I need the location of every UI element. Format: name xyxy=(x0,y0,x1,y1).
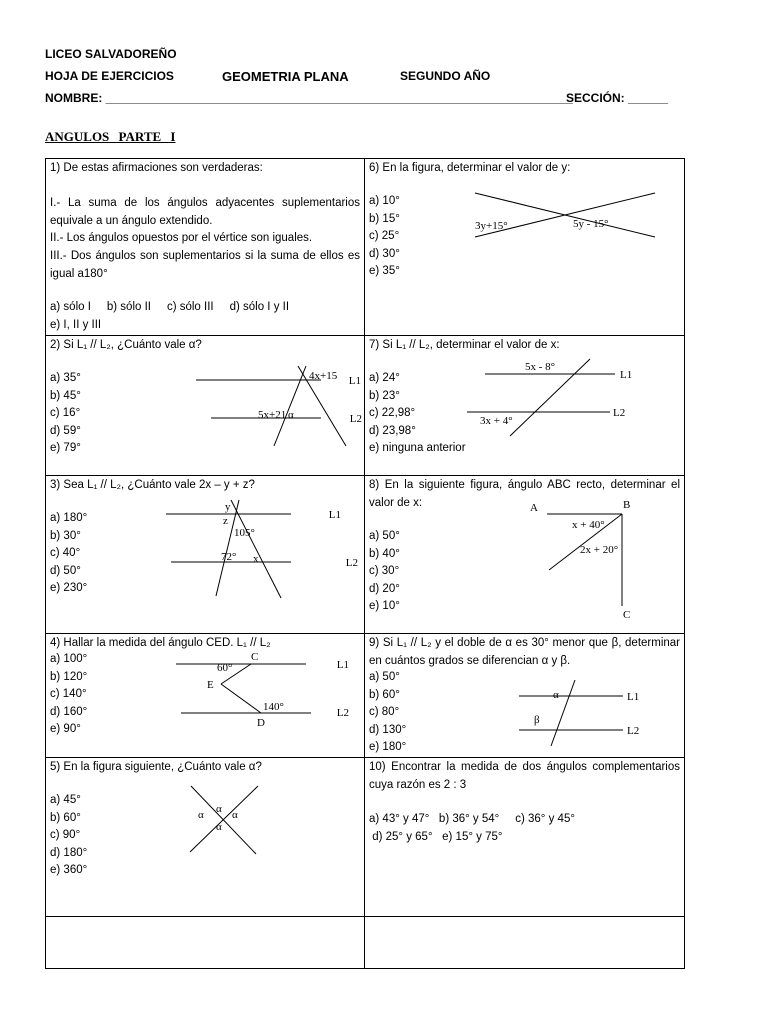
q7-bottom-angle: 3x + 4° xyxy=(480,415,513,427)
q2-option: c) 16° xyxy=(50,407,81,419)
q6-option: d) 30° xyxy=(369,247,400,260)
q9-option: d) 130° xyxy=(369,723,407,736)
q7-options xyxy=(369,370,466,458)
q4-option: b) 120° xyxy=(50,670,88,683)
q9-option: e) 180° xyxy=(369,741,407,753)
q1-options-line1: a) sólo I b) sólo II c) sólo III d) sólo I y II xyxy=(50,301,290,313)
q9-figure xyxy=(513,678,663,748)
q1-statement-3: III.- Dos ángulos son suplementarios si la suma de ellos es igual a180° xyxy=(50,250,360,280)
q3-option: e) 230° xyxy=(50,582,88,594)
question-3 xyxy=(46,476,365,634)
q3-option: a) 180° xyxy=(50,512,88,524)
q4-option: a) 100° xyxy=(50,653,88,665)
school-name: LICEO SALVADOREÑO xyxy=(45,47,177,61)
q4-figure xyxy=(171,650,351,736)
q8-upper-angle: x + 40° xyxy=(572,519,605,531)
q3-prompt: 3) Sea L₁ // L₂, ¿Cuánto vale 2x – y + z? xyxy=(50,479,255,491)
q4-option: c) 140° xyxy=(50,688,87,700)
q2-bottom-angle: 5x+21 xyxy=(258,409,287,421)
question-9 xyxy=(365,634,685,758)
q6-option: e) 35° xyxy=(369,265,400,277)
q7-option: b) 23° xyxy=(369,389,400,402)
q3-105-label: 105° xyxy=(234,527,255,539)
q7-l2-label: L2 xyxy=(613,407,626,419)
q1-statement-2: II.- Los ángulos opuestos por el vértice son iguales. xyxy=(50,232,313,244)
q7-option: c) 22,98° xyxy=(369,407,416,419)
q4-60-label: 60° xyxy=(217,662,233,674)
q2-option: a) 35° xyxy=(50,372,81,384)
question-10 xyxy=(365,758,685,917)
q2-figure xyxy=(186,358,364,450)
question-4 xyxy=(46,634,365,758)
q9-options xyxy=(369,669,406,757)
q1-options-line2: e) I, II y III xyxy=(50,319,102,331)
q8-option: e) 10° xyxy=(369,600,400,612)
q5-alpha: α xyxy=(198,809,204,821)
q6-options xyxy=(369,193,400,281)
q8-c-label: C xyxy=(623,609,631,621)
q2-option: e) 79° xyxy=(50,442,81,454)
q1-statement-1: I.- La suma de los ángulos adyacentes suplementarios equivale a un ángulo extendido. xyxy=(50,197,360,227)
q3-y-label: y xyxy=(225,501,231,513)
empty-cell-left xyxy=(46,917,365,969)
q7-option: e) ninguna anterior xyxy=(369,442,466,454)
q2-l1-label: L1 xyxy=(348,375,361,387)
q3-transversal xyxy=(231,500,281,598)
q10-options-line1: a) 43° y 47° b) 36° y 54° c) 36° y 45° xyxy=(369,813,575,825)
q4-options xyxy=(50,651,87,739)
q4-ray-ed xyxy=(221,684,261,713)
q8-option: d) 20° xyxy=(369,582,400,595)
q2-option: d) 59° xyxy=(50,424,81,437)
q6-option: b) 15° xyxy=(369,212,400,225)
q5-options xyxy=(50,792,87,880)
q8-option: b) 40° xyxy=(369,547,400,560)
name-field: NOMBRE: ______________________________________________________________________ xyxy=(45,91,573,105)
subject-title: GEOMETRIA PLANA xyxy=(222,69,349,84)
q9-prompt: 9) Si L₁ // L₂ y el doble de α es 30° menor que β, determinar en cuántos grados se diferencian α y β. xyxy=(369,637,680,667)
q7-top-angle: 5x - 8° xyxy=(525,361,556,373)
q8-option: a) 50° xyxy=(369,530,400,542)
q8-options xyxy=(369,528,400,616)
q1-prompt: 1) De estas afirmaciones son verdaderas: xyxy=(50,162,263,174)
q6-option: a) 10° xyxy=(369,195,400,207)
q3-option: d) 50° xyxy=(50,564,81,577)
sheet-title: HOJA DE EJERCICIOS xyxy=(45,69,174,83)
q7-option: d) 23,98° xyxy=(369,424,416,437)
q4-option: d) 160° xyxy=(50,705,88,718)
q9-option: a) 50° xyxy=(369,671,400,683)
q2-transversal xyxy=(274,366,306,446)
q5-prompt: 5) En la figura siguiente, ¿Cuánto vale α? xyxy=(50,761,262,773)
q8-prompt: 8) En la siguiente figura, ángulo ABC recto, determinar el valor de x: xyxy=(369,479,680,509)
q3-l1-label: L1 xyxy=(328,509,341,521)
q9-beta: β xyxy=(534,714,540,726)
q3-z-label: z xyxy=(223,515,228,527)
q7-option: a) 24° xyxy=(369,372,400,384)
q3-l2-label: L2 xyxy=(345,557,358,569)
q4-l1-label: L1 xyxy=(336,659,349,671)
topic-title: ANGULOS PARTE I xyxy=(45,129,176,144)
q6-right-angle: 5y - 15° xyxy=(573,218,609,230)
q8-b-label: B xyxy=(623,500,631,511)
question-6 xyxy=(365,159,685,336)
q5-option: a) 45° xyxy=(50,794,81,806)
q5-option: b) 60° xyxy=(50,811,81,824)
q3-options xyxy=(50,510,87,598)
q3-x-label: x xyxy=(253,553,259,565)
q2-prompt: 2) Si L₁ // L₂, ¿Cuánto vale α? xyxy=(50,339,202,351)
q8-a-label: A xyxy=(530,502,538,514)
q9-option: b) 60° xyxy=(369,688,400,701)
q3-figure xyxy=(161,498,361,608)
q5-option: e) 360° xyxy=(50,864,88,876)
q2-option: b) 45° xyxy=(50,389,81,402)
q2-top-angle: 4x+15 xyxy=(309,370,338,382)
q9-alpha: α xyxy=(553,689,559,701)
q3-72-label: 72° xyxy=(221,551,237,563)
q2-options xyxy=(50,370,81,458)
q7-prompt: 7) Si L₁ // L₂, determinar el valor de x: xyxy=(369,339,560,351)
q10-prompt: 10) Encontrar la medida de dos ángulos complementarios cuya razón es 2 : 3 xyxy=(369,761,680,791)
q7-l1-label: L1 xyxy=(620,369,633,381)
q8-option: c) 30° xyxy=(369,565,400,577)
q3-option: c) 40° xyxy=(50,547,81,559)
question-1 xyxy=(46,159,365,336)
q8-figure xyxy=(525,500,675,622)
q4-option: e) 90° xyxy=(50,723,81,735)
exercise-grid xyxy=(45,158,685,969)
q7-figure xyxy=(465,356,665,442)
q5-option: d) 180° xyxy=(50,846,88,859)
q6-left-angle: 3y+15° xyxy=(475,220,508,232)
q9-l1-label: L1 xyxy=(627,691,640,703)
q2-alpha: α xyxy=(288,409,294,421)
q6-option: c) 25° xyxy=(369,230,400,242)
q5-alpha: α xyxy=(216,803,222,815)
question-5 xyxy=(46,758,365,917)
grade-label: SEGUNDO AÑO xyxy=(400,69,491,83)
q4-d-label: D xyxy=(257,717,265,729)
q4-140-label: 140° xyxy=(263,701,284,713)
q8-lower-angle: 2x + 20° xyxy=(580,544,619,556)
question-8 xyxy=(365,476,685,634)
question-7 xyxy=(365,336,685,476)
q9-l2-label: L2 xyxy=(627,725,640,737)
q4-prompt: 4) Hallar la medida del ángulo CED. L₁ // L₂ xyxy=(50,637,271,649)
q4-e-label: E xyxy=(207,679,214,691)
q6-figure xyxy=(465,185,665,245)
q3-option: b) 30° xyxy=(50,529,81,542)
q5-option: c) 90° xyxy=(50,829,81,841)
q6-prompt: 6) En la figura, determinar el valor de y: xyxy=(369,162,571,174)
q4-c-label: C xyxy=(251,651,259,663)
q9-option: c) 80° xyxy=(369,706,400,718)
q5-alpha: α xyxy=(216,821,222,833)
q2-l2-label: L2 xyxy=(349,413,362,425)
question-2 xyxy=(46,336,365,476)
empty-cell-right xyxy=(365,917,685,969)
q5-alpha: α xyxy=(232,809,238,821)
section-field: SECCIÓN: ______ xyxy=(566,91,669,105)
q4-l2-label: L2 xyxy=(336,707,349,719)
q5-figure xyxy=(176,780,276,860)
q10-options-line2: d) 25° y 65° e) 15° y 75° xyxy=(369,831,503,843)
